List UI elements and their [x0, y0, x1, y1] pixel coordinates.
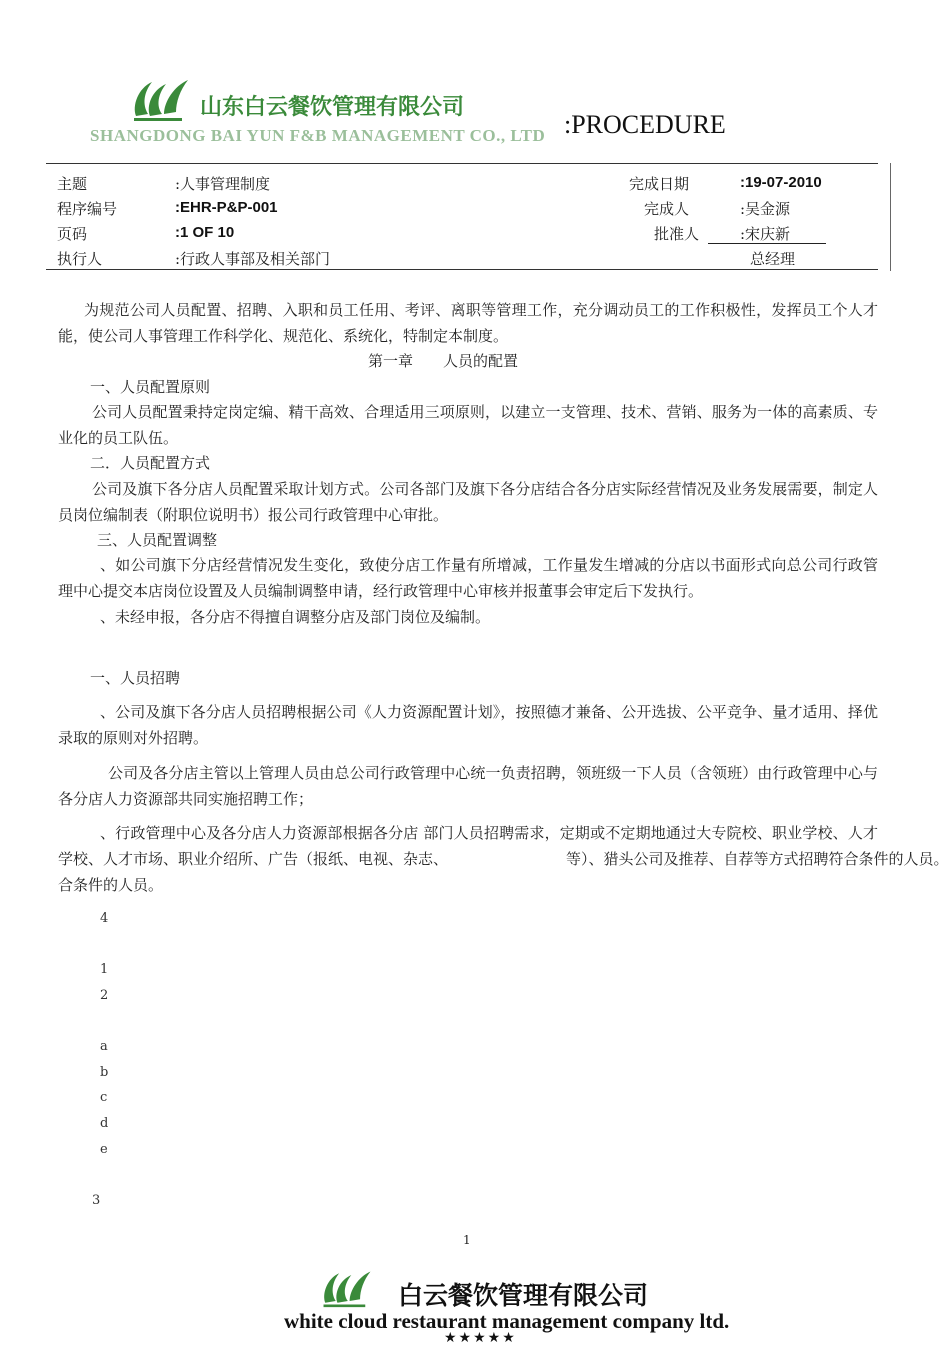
- doc-type-title: :PROCEDURE: [564, 110, 726, 139]
- footer-company-en: white cloud restaurant management company ltd.: [284, 1309, 730, 1333]
- recruit-paragraph-3-line2: 学校、人才市场、职业介绍所、广告（报纸、电视、杂志、: [58, 850, 449, 868]
- page-label: 页码: [57, 225, 88, 243]
- recruit-paragraph-3-line3: 合条件的人员。: [58, 876, 164, 894]
- intro-paragraph: 为规范公司人员配置、招聘、入职和员工任用、考评、离职等管理工作，充分调动员工的工作积极性，发挥员工个人才能，使公司人事管理工作科学化、规范化、系统化，特制定本制度。: [58, 301, 878, 345]
- garbled-item-d: d: [100, 1116, 110, 1131]
- section-3-paragraph-1: 、如公司旗下分店经营情况发生变化，致使分店工作量有所增减，工作量发生增减的分店以书面形式向总公司行政管理中心提交本店岗位设置及人员编制调整申请，经行政管理中心审核并报董事会审定后下发执行。: [58, 556, 878, 600]
- company-name-cn: 山东白云餐饮管理有限公司: [200, 94, 465, 120]
- footer-logo-icon: [320, 1268, 374, 1308]
- section-1-heading: 一、人员配置原则: [90, 378, 211, 396]
- date-value: :19-07-2010: [740, 174, 822, 191]
- header-bottom-rule: [46, 269, 878, 270]
- code-label: 程序编号: [57, 200, 118, 218]
- approver-label: 批准人: [654, 225, 700, 243]
- section-3-paragraph-2: 、未经申报，各分店不得擅自调整分店及部门岗位及编制。: [100, 608, 491, 626]
- signature-rule: [708, 243, 826, 244]
- exec-value: :行政人事部及相关部门: [175, 250, 331, 268]
- author-value: :吴金源: [740, 200, 791, 218]
- garbled-item-1: 1: [100, 962, 110, 977]
- recruit-paragraph-3b: 等）、猎头公司及推荐、自荐等方式招聘符合条件的人员。: [566, 850, 949, 868]
- section-2-heading: 二．人员配置方式: [90, 454, 211, 472]
- recruit-heading: 一、人员招聘: [90, 669, 181, 687]
- code-value: :EHR-P&P-001: [175, 199, 278, 216]
- page-number: 1: [463, 1233, 471, 1247]
- approver-title: 总经理: [750, 250, 796, 268]
- garbled-item-2: 2: [100, 988, 110, 1003]
- garbled-item-a: a: [100, 1039, 109, 1054]
- garbled-item-c: c: [100, 1090, 109, 1105]
- page-value: :1 OF 10: [175, 224, 235, 241]
- header-right-border: [890, 163, 891, 271]
- subject-value: :人事管理制度: [175, 175, 271, 193]
- company-name-en: SHANGDONG BAI YUN F&B MANAGEMENT CO., LTD: [90, 126, 546, 145]
- section-2-text: 公司及旗下各分店人员配置采取计划方式。公司各部门及旗下各分店结合各分店实际经营情况及业务发展需要，制定人员岗位编制表（附职位说明书）报公司行政管理中心审批。: [58, 480, 878, 524]
- approver-value: :宋庆新: [740, 225, 791, 243]
- footer-company-cn: 白云餐饮管理有限公司: [398, 1281, 649, 1310]
- recruit-paragraph-1: 、公司及旗下各分店人员招聘根据公司《人力资源配置计划》，按照德才兼备、公开选拔、公平竞争、量才适用、择优录取的原则对外招聘。: [58, 703, 878, 747]
- chapter-1-heading: 第一章 人员的配置: [368, 352, 519, 370]
- company-logo-icon: [130, 76, 192, 122]
- date-label: 完成日期: [629, 175, 690, 193]
- exec-label: 执行人: [57, 250, 103, 268]
- header-top-rule: [46, 163, 878, 164]
- garbled-item-e: e: [100, 1142, 109, 1157]
- recruit-paragraph-2: 公司及各分店主管以上管理人员由总公司行政管理中心统一负责招聘，领班级一下人员（含领班）由行政管理中心与各分店人力资源部共同实施招聘工作；: [58, 764, 878, 808]
- author-label: 完成人: [644, 200, 690, 218]
- section-1-text: 公司人员配置秉持定岗定编、精干高效、合理适用三项原则，以建立一支管理、技术、营销、服务为一体的高素质、专业化的员工队伍。: [58, 403, 878, 447]
- garbled-item-3: 3: [92, 1193, 102, 1208]
- footer-stars: ★★★★★: [444, 1330, 517, 1346]
- subject-label: 主题: [57, 175, 88, 193]
- section-3-heading: 三、人员配置调整: [97, 531, 218, 549]
- garbled-item-4: 4: [100, 911, 110, 926]
- recruit-paragraph-3a: 、行政管理中心及各分店人力资源部根据各分店 部门人员招聘需求，定期或不定期地通过大专院校、职业学校、人才: [100, 824, 878, 842]
- garbled-item-b: b: [100, 1065, 110, 1080]
